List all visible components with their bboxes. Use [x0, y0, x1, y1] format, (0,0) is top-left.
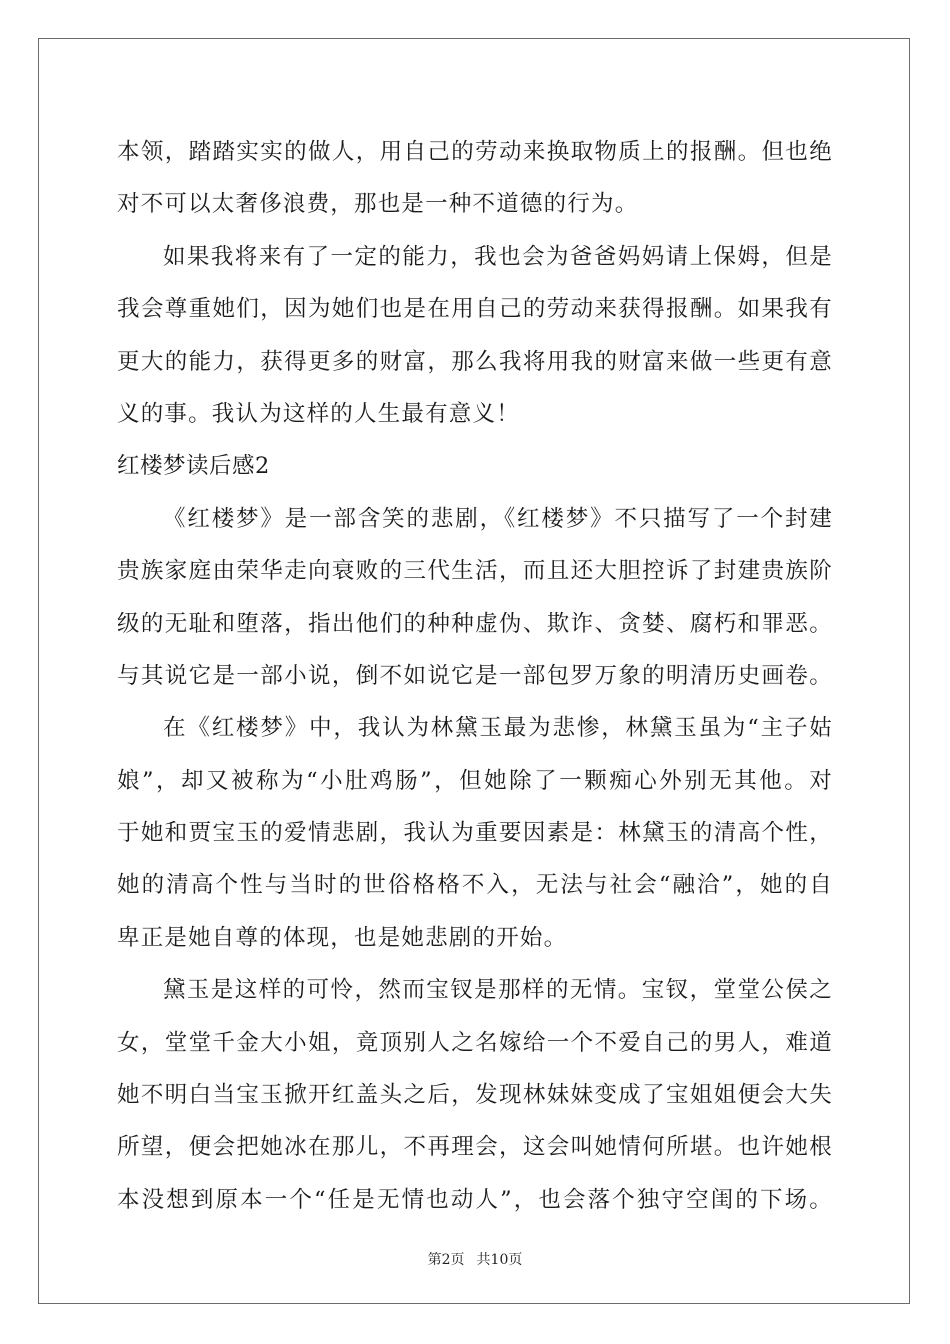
- text-line: 娘”，却又被称为“小肚鸡肠”，但她除了一颗痴心外别无其他。对: [117, 767, 833, 794]
- page-footer: [0, 1249, 950, 1269]
- text-line: 女，堂堂千金大小姐，竟顶别人之名嫁给一个不爱自己的男人，难道: [117, 1029, 833, 1056]
- text-line: 她的清高个性与当时的世俗格格不入，无法与社会“融洽”，她的自: [117, 872, 833, 899]
- text-line: 更大的能力，获得更多的财富，那么我将用我的财富来做一些更有意: [117, 348, 833, 375]
- text-line: 对不可以太奢侈浪费，那也是一种不道德的行为。: [117, 191, 639, 218]
- document-body: [117, 126, 833, 1226]
- text-line: 级的无耻和堕落，指出他们的种种虚伪、欺诈、贪婪、腐朽和罪恶。: [117, 610, 833, 637]
- page-number: 第2页: [427, 1252, 465, 1268]
- text-line: 我会尊重她们，因为她们也是在用自己的劳动来获得报酬。如果我有: [117, 296, 833, 323]
- paragraph-start-line: 《红楼梦》是一部含笑的悲剧，《红楼梦》不只描写了一个封建: [163, 505, 833, 532]
- text-line: 她不明白当宝玉掀开红盖头之后，发现林妹妹变成了宝姐姐便会大失: [117, 1082, 833, 1109]
- text-line: 贵族家庭由荣华走向衰败的三代生活，而且还大胆控诉了封建贵族阶: [117, 558, 833, 585]
- section-heading: 红楼梦读后感2: [117, 453, 270, 480]
- paragraph-start-line: 在《红楼梦》中，我认为林黛玉最为悲惨，林黛玉虽为“主子姑: [163, 715, 833, 742]
- paragraph-start-line: 如果我将来有了一定的能力，我也会为爸爸妈妈请上保姆，但是: [163, 243, 833, 270]
- paragraph-start-line: 黛玉是这样的可怜，然而宝钗是那样的无情。宝钗，堂堂公侯之: [163, 977, 833, 1004]
- text-line: 于她和贾宝玉的爱情悲剧，我认为重要因素是：林黛玉的清高个性，: [117, 820, 833, 847]
- text-line: 与其说它是一部小说，倒不如说它是一部包罗万象的明清历史画卷。: [117, 662, 833, 689]
- text-line: 本没想到原本一个“任是无情也动人”，也会落个独守空闺的下场。: [117, 1186, 833, 1213]
- text-line: 义的事。我认为这样的人生最有意义！: [117, 400, 520, 427]
- text-line: 卑正是她自尊的体现，也是她悲剧的开始。: [117, 924, 568, 951]
- text-line: 所望，便会把她冰在那儿，不再理会，这会叫她情何所堪。也许她根: [117, 1134, 833, 1161]
- total-pages: 共10页: [476, 1252, 523, 1268]
- text-line: 本领，踏踏实实的做人，用自己的劳动来换取物质上的报酬。但也绝: [117, 139, 833, 165]
